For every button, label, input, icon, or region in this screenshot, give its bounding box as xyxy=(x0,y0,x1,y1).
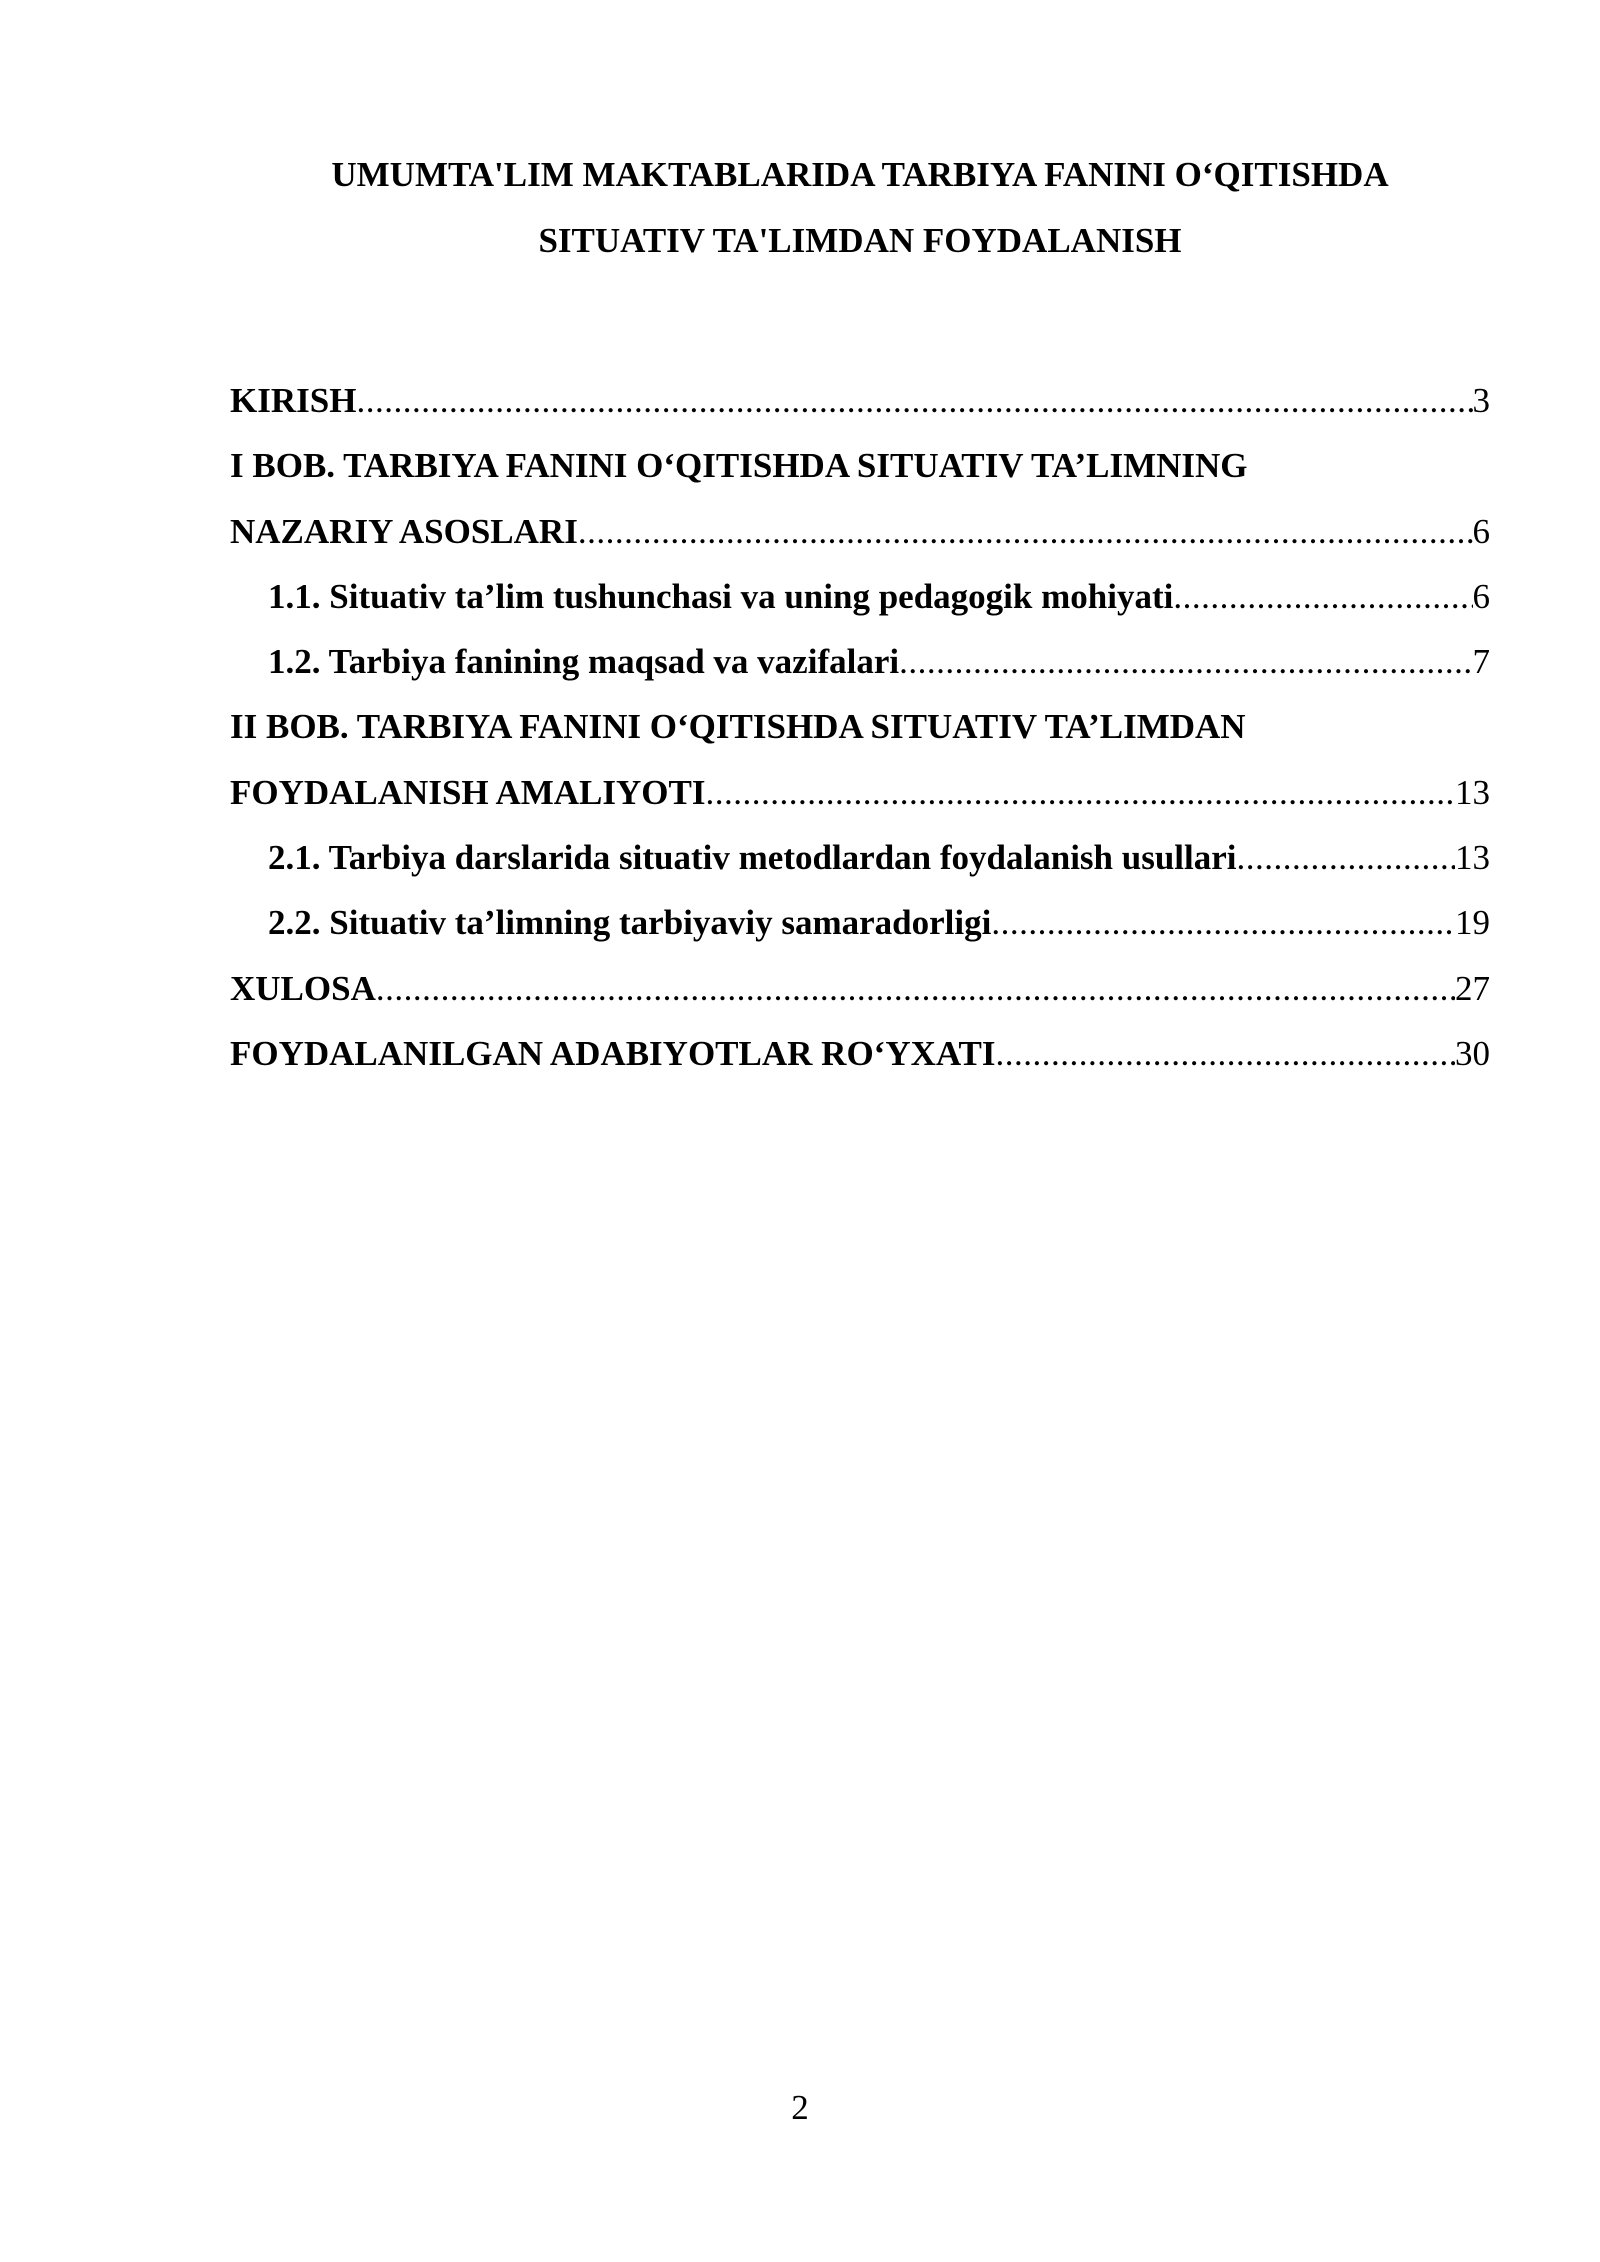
toc-entry-chapter-1-line-1 xyxy=(230,433,1490,498)
toc-dot-leader xyxy=(1237,825,1455,890)
toc-entry-page: 3 xyxy=(1472,381,1490,420)
toc-entry-label: II BOB. TARBIYA FANINI O‘QITISHDA SITUATIV TA’LIMDAN xyxy=(230,707,1246,747)
toc-dot-leader xyxy=(1173,564,1472,629)
toc-dot-leader xyxy=(705,760,1455,825)
toc-entry-section-1-1 xyxy=(230,564,1490,629)
toc-entry-label: 1.2. Tarbiya fanining maqsad va vazifalari xyxy=(268,642,900,682)
toc-entry-chapter-1-line-2 xyxy=(230,499,1490,564)
toc-entry-label: FOYDALANILGAN ADABIYOTLAR RO‘YXATI xyxy=(230,1033,996,1073)
toc-entry-label: FOYDALANISH AMALIYOTI xyxy=(230,772,706,812)
toc-entry-xulosa xyxy=(230,956,1490,1021)
toc-entry-references xyxy=(230,1021,1490,1086)
toc-entry-page: 13 xyxy=(1455,838,1490,878)
toc-entry-section-2-2 xyxy=(230,890,1490,955)
toc-entry-label: NAZARIY ASOSLARI xyxy=(230,511,578,551)
toc-entry-page: 7 xyxy=(1472,642,1490,682)
table-of-contents xyxy=(230,368,1490,1086)
toc-entry-section-1-2 xyxy=(230,629,1490,694)
toc-entry-section-2-1 xyxy=(230,825,1490,890)
toc-dot-leader xyxy=(578,499,1473,564)
title-line-1: UMUMTA'LIM MAKTABLARIDA TARBIYA FANINI O‘QITISHDA xyxy=(331,155,1389,194)
toc-dot-leader xyxy=(991,890,1455,955)
toc-entry-page: 6 xyxy=(1472,576,1490,616)
toc-entry-page: 30 xyxy=(1455,1033,1490,1073)
toc-entry-chapter-2-line-1 xyxy=(230,694,1490,759)
toc-entry-page: 19 xyxy=(1455,903,1490,943)
toc-entry-label: 1.1. Situativ ta’lim tushunchasi va uning pedagogik mohiyati xyxy=(268,576,1174,616)
toc-entry-label: 2.2. Situativ ta’limning tarbiyaviy samaradorligi xyxy=(268,903,992,943)
toc-entry-kirish xyxy=(230,368,1490,433)
toc-dot-leader xyxy=(376,956,1455,1021)
toc-entry-label: XULOSA xyxy=(230,968,376,1008)
title-line-2: SITUATIV TA'LIMDAN FOYDALANISH xyxy=(538,221,1182,260)
toc-entry-page: 13 xyxy=(1455,772,1490,812)
toc-entry-page: 27 xyxy=(1455,968,1490,1008)
toc-dot-leader xyxy=(996,1021,1455,1086)
page-number: 2 xyxy=(791,2088,809,2127)
toc-dot-leader xyxy=(356,368,1472,433)
toc-entry-chapter-2-line-2 xyxy=(230,760,1490,825)
toc-entry-label: 2.1. Tarbiya darslarida situativ metodlardan foydalanish usullari xyxy=(268,838,1237,878)
toc-entry-page: 6 xyxy=(1472,511,1490,551)
toc-entry-label: KIRISH xyxy=(230,381,357,420)
toc-entry-label: I BOB. TARBIYA FANINI O‘QITISHDA SITUATIV TA’LIMNING xyxy=(230,446,1248,486)
toc-dot-leader xyxy=(899,629,1472,694)
document-title xyxy=(230,142,1490,274)
